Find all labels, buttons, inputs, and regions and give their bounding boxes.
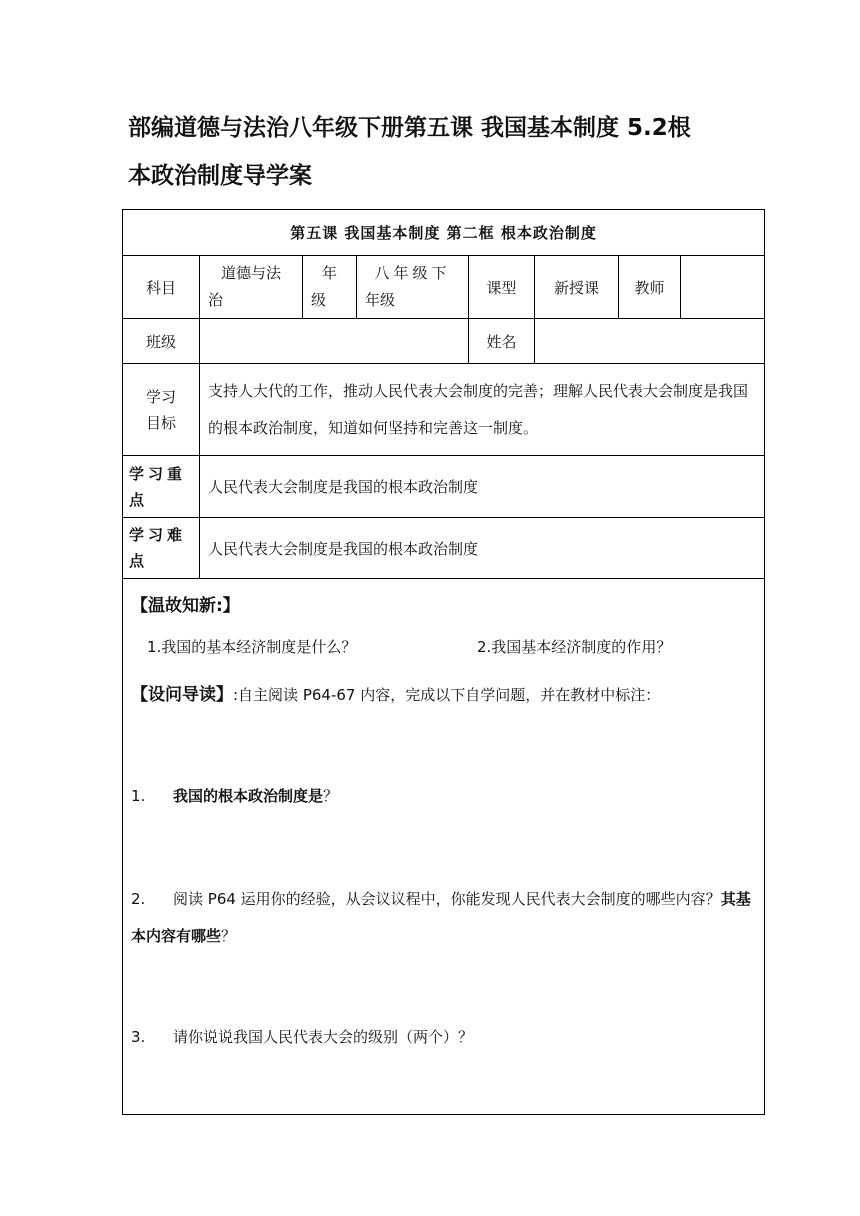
teacher-value[interactable] (681, 256, 765, 319)
document-title-line1: 部编道德与法治八年级下册第五课 我国基本制度 5.2根 (128, 115, 691, 141)
teacher-label: 教师 (619, 256, 681, 319)
name-value[interactable] (535, 319, 765, 364)
document-title-line2: 本政治制度导学案 (128, 163, 312, 189)
guided-instruction: :自主阅读 P64-67 内容，完成以下自学问题，并在教材中标注： (233, 686, 661, 704)
study-body (123, 579, 765, 1115)
guided-heading: 【设问导读】 (131, 685, 233, 705)
review-question-1: 1.我国的基本经济制度是什么？ (147, 638, 357, 656)
objectives-text: 支持人大代的工作，推动人民代表大会制度的完善；理解人民代表大会制度是我国的根本政治制度，知道如何坚持和完善这一制度。 (200, 364, 765, 456)
grade-label: 年 级 (303, 256, 357, 319)
objectives-label: 学习 目标 (123, 364, 200, 456)
review-question-2: 2.我国基本经济制度的作用？ (477, 638, 672, 656)
study-guide-table (122, 209, 765, 1115)
name-label: 姓名 (469, 319, 535, 364)
lesson-type-value: 新授课 (535, 256, 619, 319)
guided-question-3: 3. 请你说说我国人民代表大会的级别（两个）？ (131, 1028, 474, 1046)
key-point-label: 学习重 点 (123, 456, 200, 518)
grade-value: 八年级下 年级 (357, 256, 469, 319)
class-label: 班级 (123, 319, 200, 364)
lesson-type-label: 课型 (469, 256, 535, 319)
review-heading: 【温故知新:】 (131, 596, 240, 616)
difficulty-text: 人民代表大会制度是我国的根本政治制度 (200, 518, 765, 579)
subject-label: 科目 (123, 256, 200, 319)
difficulty-label: 学习难 点 (123, 518, 200, 579)
guided-reading-paragraph (131, 679, 757, 711)
class-value[interactable] (200, 319, 469, 364)
lesson-title: 第五课 我国基本制度 第二框 根本政治制度 (123, 210, 765, 256)
key-point-text: 人民代表大会制度是我国的根本政治制度 (200, 456, 765, 518)
guided-question-2: 2. 阅读 P64 运用你的经验，从会议议程中，你能发现人民代表大会制度的哪些内容？其基本内容有哪些？ (131, 890, 751, 945)
subject-value: 道德与法 治 (200, 256, 303, 319)
guided-question-1: 1. 我国的根本政治制度是？ (131, 787, 339, 805)
document-title (128, 104, 768, 200)
